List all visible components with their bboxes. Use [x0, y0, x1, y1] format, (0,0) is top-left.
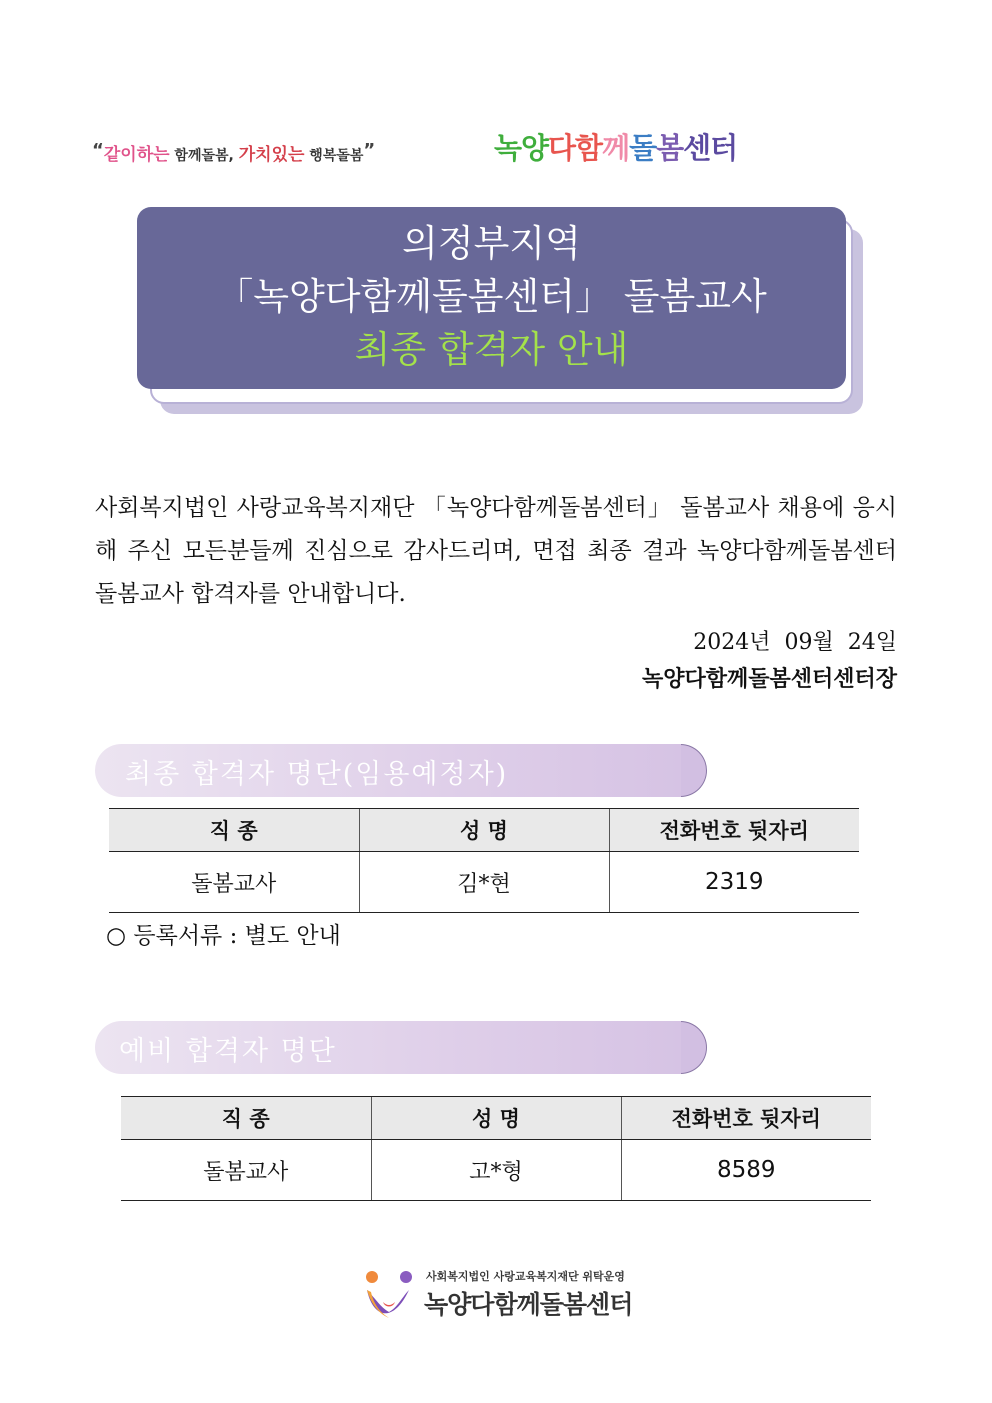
logo-segment: 돌 — [629, 131, 657, 165]
announcement-date: 2024년 09월 24일 — [693, 630, 897, 655]
reserve-list-banner — [95, 1021, 685, 1074]
footer-logo-mark-icon — [363, 1268, 415, 1326]
slogan-open-quote: “ — [92, 140, 104, 161]
reserve-list-table — [121, 1096, 871, 1201]
slogan-part-1: 같이하는 — [103, 145, 170, 165]
cell-job: 돌봄교사 — [121, 1140, 371, 1201]
final-list-title: 최종 합격자 명단(임용예정자) — [125, 759, 509, 790]
table-header-row — [109, 809, 859, 852]
header-slogan — [92, 140, 375, 165]
column-header-phone: 전화번호 뒷자리 — [621, 1097, 871, 1140]
cell-name: 김*현 — [359, 852, 609, 913]
title-line-2: 「녹양다함께돌봄센터」 돌봄교사 — [216, 275, 767, 318]
registration-note: ○ 등록서류 : 별도 안내 — [106, 923, 341, 949]
slogan-part-4: 행복돌봄 — [304, 148, 364, 164]
column-header-name: 성 명 — [371, 1097, 621, 1140]
column-header-name: 성 명 — [359, 809, 609, 852]
title-line-1: 의정부지역 — [402, 222, 581, 265]
final-list-table — [109, 808, 859, 913]
cell-phone: 8589 — [621, 1140, 871, 1201]
footer-center-name: 녹양다함께돌봄센터 — [424, 1290, 633, 1319]
title-line-3: 최종 합격자 안내 — [354, 328, 629, 371]
table-row — [121, 1140, 871, 1201]
header-logo — [494, 126, 737, 167]
column-header-job: 직 종 — [121, 1097, 371, 1140]
signature: 녹양다함께돌봄센터센터장 — [641, 666, 897, 692]
logo-segment: 께 — [602, 131, 630, 165]
cell-phone: 2319 — [609, 852, 859, 913]
logo-segment: 봄 — [656, 131, 684, 165]
logo-segment: 다 — [548, 131, 576, 165]
cell-job: 돌봄교사 — [109, 852, 359, 913]
logo-segment: 센 — [683, 131, 711, 165]
reserve-list-title: 예비 합격자 명단 — [119, 1036, 337, 1067]
cell-name: 고*형 — [371, 1140, 621, 1201]
announcement-paragraph: 사회복지법인 사랑교육복지재단 「녹양다함께돌봄센터」 돌봄교사 채용에 응시해 주신 모든분들께 진심으로 감사드리며, 면접 최종 결과 녹양다함께돌봄센터 돌봄교사 합격자를 안내합니다. — [95, 495, 897, 607]
footer-subtitle: 사회복지법인 사랑교육복지재단 위탁운영 — [426, 1270, 625, 1283]
logo-segment: 녹양 — [494, 131, 549, 165]
slogan-close-quote: ” — [363, 140, 376, 161]
logo-segment: 함 — [575, 131, 603, 165]
table-row — [109, 852, 859, 913]
table-header-row — [121, 1097, 871, 1140]
logo-segment: 터 — [710, 131, 738, 165]
slogan-part-2: 함께돌봄, — [169, 148, 239, 164]
column-header-job: 직 종 — [109, 809, 359, 852]
final-list-banner — [95, 744, 685, 797]
column-header-phone: 전화번호 뒷자리 — [609, 809, 859, 852]
slogan-part-3: 가치있는 — [238, 145, 305, 165]
title-box — [137, 207, 846, 389]
